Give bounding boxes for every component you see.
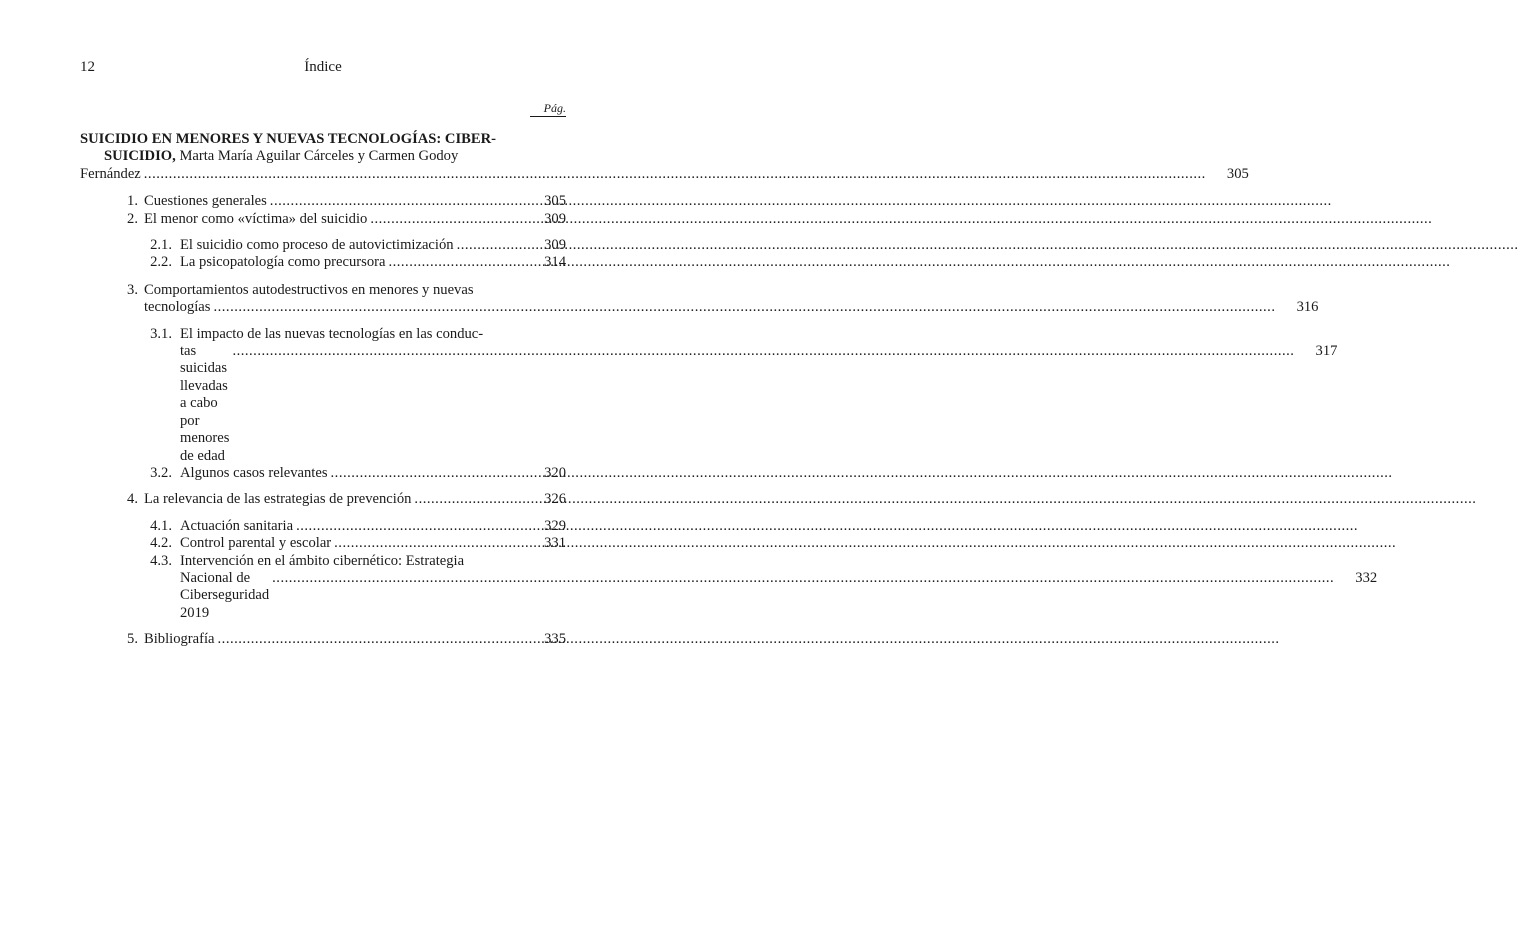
entry-text: Bibliografía (144, 631, 215, 648)
entry-text: Cuestiones generales (144, 193, 267, 210)
entry-number: 3.1. (150, 325, 172, 342)
entry-number: 2. (127, 210, 138, 227)
dot-leader (331, 465, 1393, 482)
entry-page: 316 (1296, 299, 1319, 316)
entry-number: 3.2. (150, 464, 172, 481)
chapter-title-bold-2: SUICIDIO, (104, 148, 176, 165)
entry-page: 331 (544, 535, 566, 552)
dot-leader (144, 166, 1206, 183)
dot-leader (296, 518, 1358, 535)
page-number: 12 (80, 59, 95, 75)
dot-leader (270, 193, 1332, 210)
entry-page: 326 (544, 491, 566, 508)
toc-entry-3-2 (80, 465, 566, 482)
dot-leader (457, 237, 1519, 254)
entry-page: 309 (544, 210, 566, 227)
entry-text: La relevancia de las estrategias de prevención (144, 491, 412, 508)
entry-text: Control parental y escolar (180, 535, 332, 552)
toc-entry-1 (80, 193, 566, 210)
entry-number: 3. (127, 281, 138, 298)
entry-number: 4.2. (150, 535, 172, 552)
toc-entry-4-1 (80, 518, 566, 535)
toc-entry-2 (80, 211, 566, 228)
entry-page: 332 (1355, 569, 1378, 586)
toc-entry-3 (80, 281, 1319, 317)
toc-entry-2-1 (80, 237, 566, 254)
toc-entry-4-2 (80, 535, 566, 552)
entry-text: El menor como «víctima» del suicidio (144, 210, 368, 227)
dot-leader (213, 299, 1275, 316)
table-of-contents (80, 131, 1378, 649)
entry-text: Algunos casos relevantes (180, 464, 328, 481)
entry-text-line-2: Nacional de Ciberseguridad 2019 (180, 569, 270, 621)
entry-text-line-1: Intervención en el ámbito cibernético: Estrategia (180, 552, 465, 569)
chapter-last-line (80, 165, 1249, 183)
entry-page: 329 (544, 517, 566, 534)
entry-page: 305 (544, 193, 566, 210)
entry-text-line-1: Comportamientos autodestructivos en menores y nuevas (144, 281, 474, 298)
entry-page: 335 (544, 631, 566, 648)
entry-page: 309 (544, 237, 566, 254)
toc-entry-2-2 (80, 254, 566, 271)
entry-text: El suicidio como proceso de autovictimización (180, 237, 454, 254)
chapter-authors-end: Fernández (80, 165, 141, 182)
entry-page: 320 (544, 464, 566, 481)
chapter-title-bold: SUICIDIO EN MENORES Y NUEVAS TECNOLOGÍAS: CIBER- (80, 131, 497, 147)
chapter-entry (80, 131, 1249, 183)
entry-number: 2.2. (150, 254, 172, 271)
page-column-label: Pág. (530, 101, 566, 117)
dot-leader (334, 535, 1396, 552)
dot-leader (218, 631, 1280, 648)
dot-leader (414, 491, 1476, 508)
entry-number: 1. (127, 193, 138, 210)
chapter-page: 305 (1226, 165, 1249, 182)
entry-number: 4.1. (150, 517, 172, 534)
dot-leader (232, 343, 1294, 360)
chapter-authors: Marta María Aguilar Cárceles y Carmen Godoy (179, 148, 459, 165)
entry-text-line-1: El impacto de las nuevas tecnologías en las conduc- (180, 325, 484, 342)
entry-number: 2.1. (150, 237, 172, 254)
entry-text: Actuación sanitaria (180, 517, 294, 534)
entry-number: 4.3. (150, 552, 172, 569)
chapter-title (80, 131, 566, 166)
entry-text-line-2: tas suicidas llevadas a cabo por menores de edad (180, 343, 230, 464)
entry-number: 4. (127, 491, 138, 508)
toc-entry-4-3 (80, 552, 1378, 623)
entry-text-line-2: tecnologías (144, 299, 211, 316)
entry-page: 317 (1315, 343, 1338, 360)
entry-page: 314 (544, 254, 566, 271)
toc-entry-3-1 (80, 325, 1338, 465)
entry-number: 5. (127, 631, 138, 648)
toc-entry-5 (80, 631, 566, 648)
running-head: Índice (304, 59, 342, 75)
entry-text: La psicopatología como precursora (180, 254, 386, 271)
dot-leader (272, 570, 1334, 587)
toc-entry-4 (80, 491, 566, 508)
